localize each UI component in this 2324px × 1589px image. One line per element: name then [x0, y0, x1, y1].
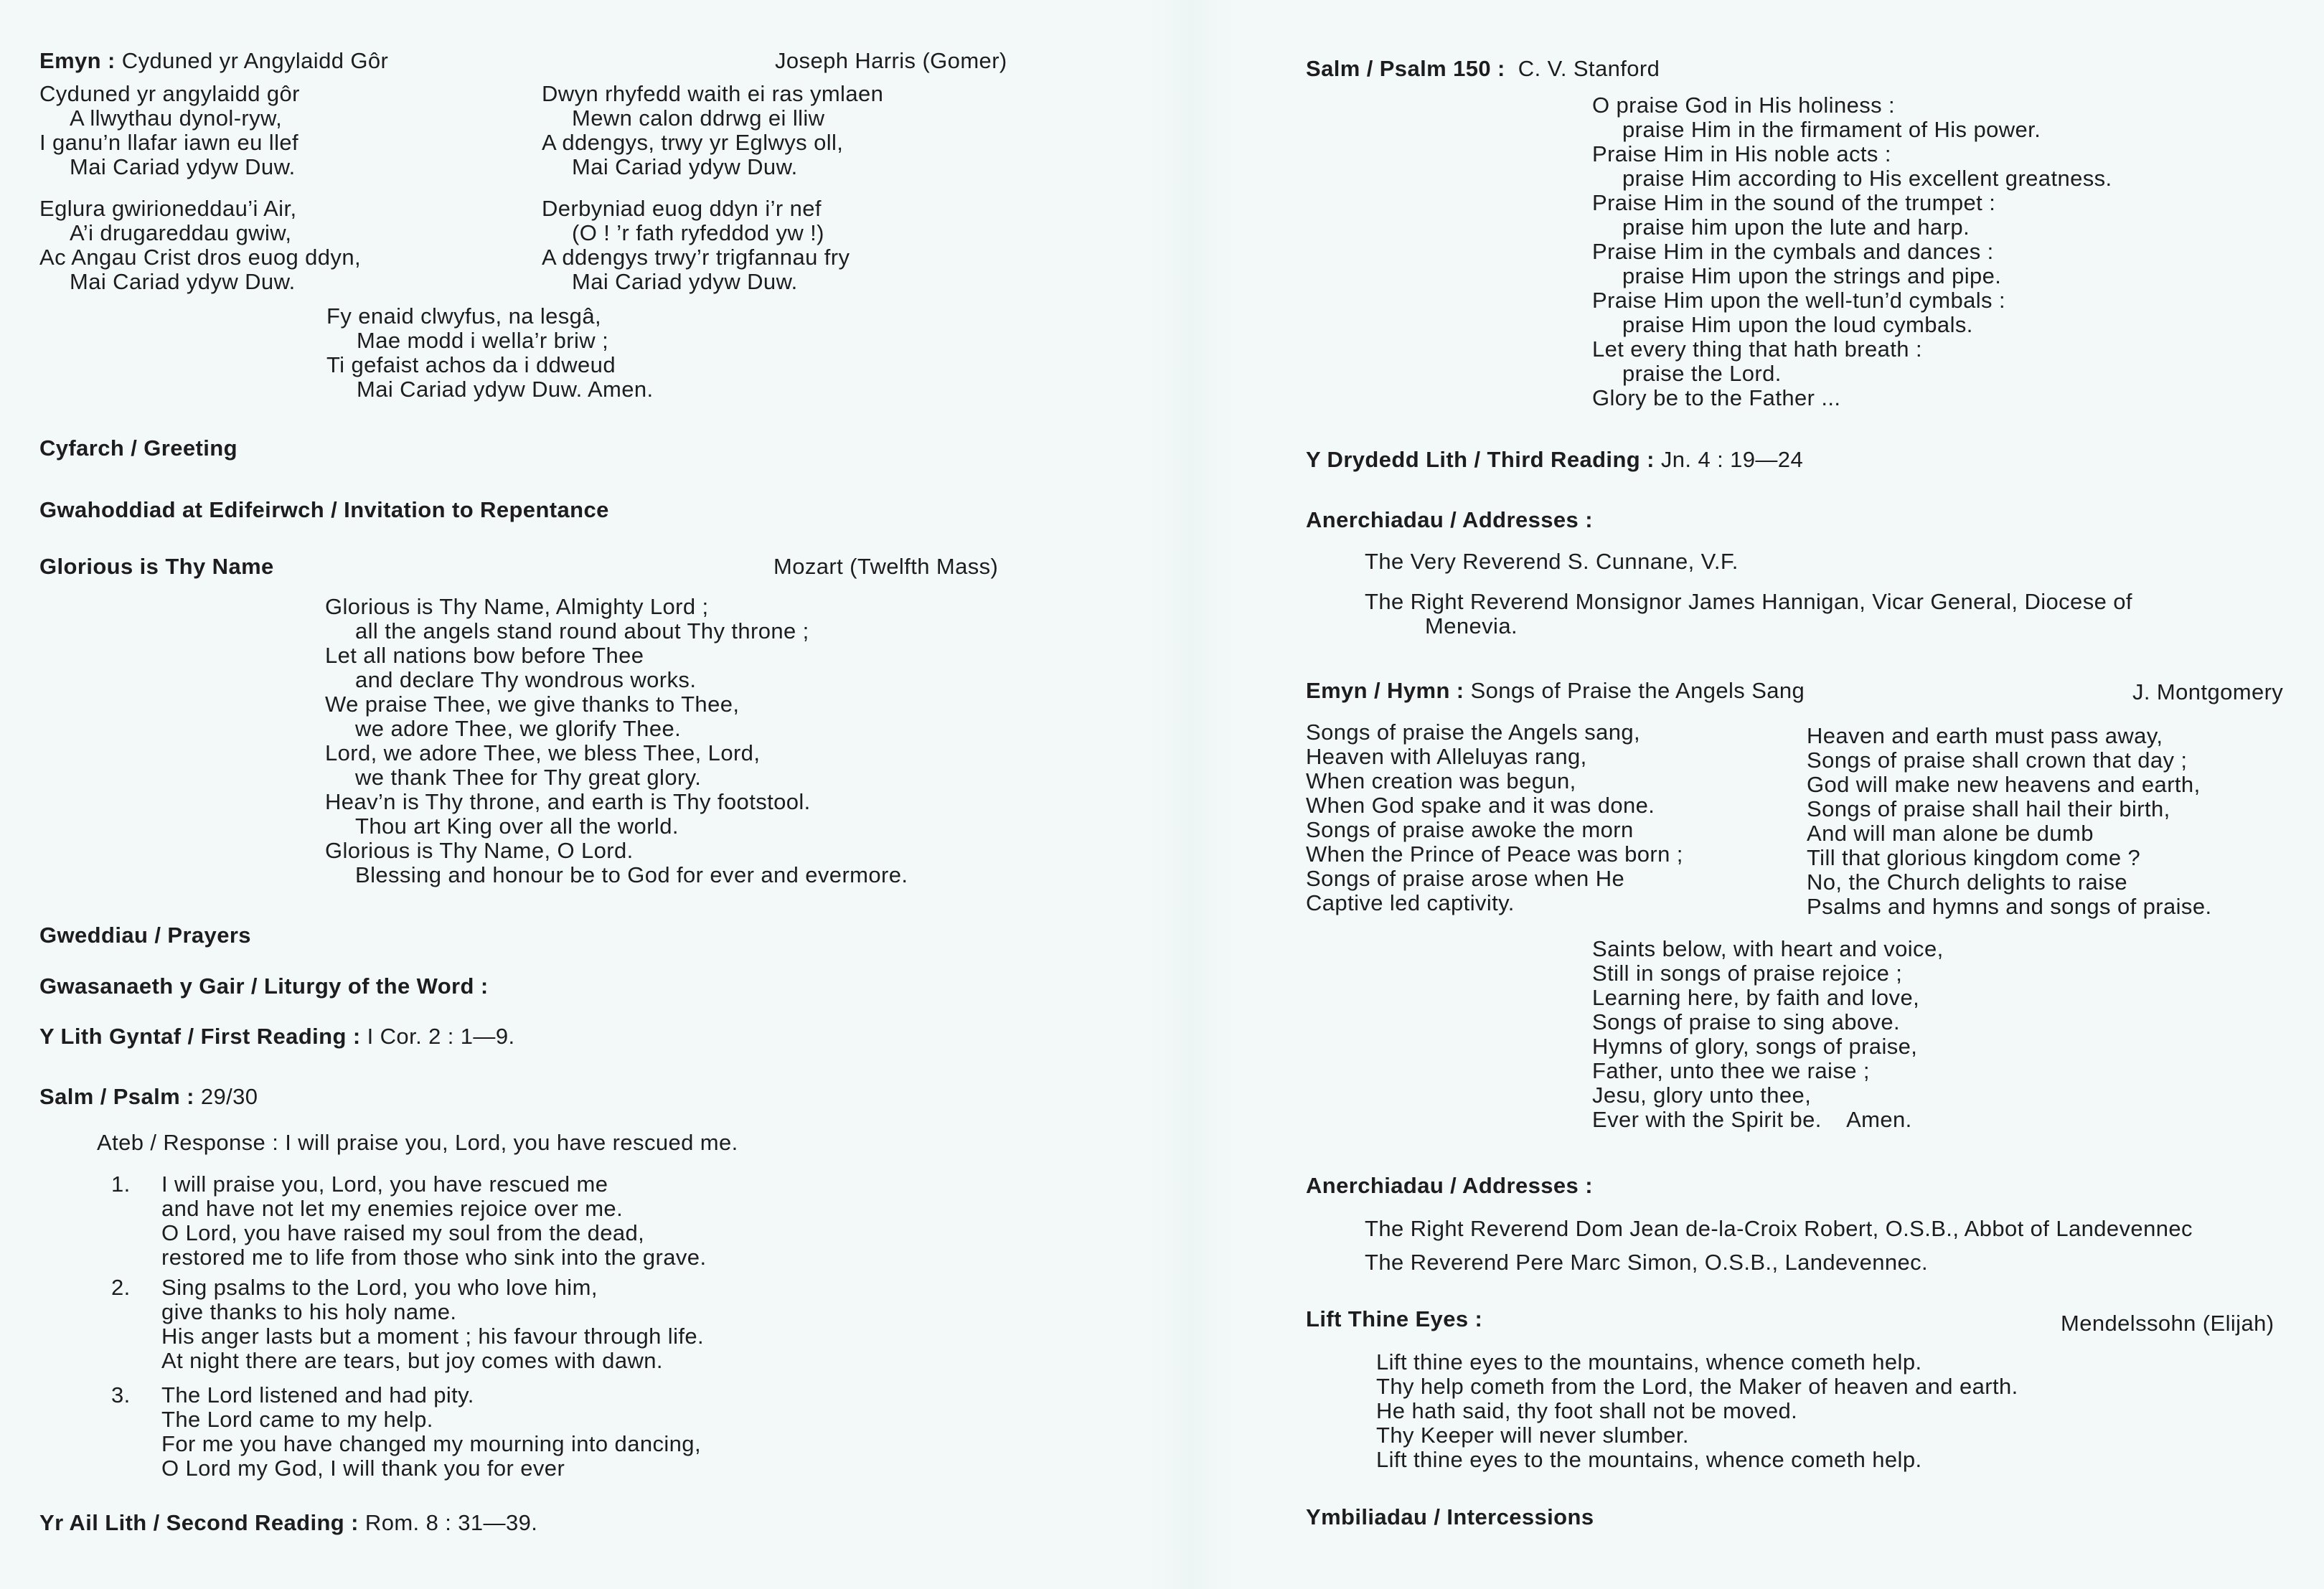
hymn1-verse3: [326, 304, 654, 402]
hymn1-label: Emyn :: [39, 48, 116, 73]
addresses1-heading: Anerchiadau / Addresses :: [1306, 507, 1593, 532]
second-reading-label: Yr Ail Lith / Second Reading :: [39, 1510, 359, 1535]
text-line: praise Him upon the strings and pipe.: [1622, 263, 2002, 288]
greeting-heading: Cyfarch / Greeting: [39, 435, 237, 461]
verse-line: And will man alone be dumb: [1807, 821, 2094, 846]
text-line: I will praise you, Lord, you have rescued me: [161, 1171, 608, 1197]
text-line: praise him upon the lute and harp.: [1622, 214, 1970, 240]
hymn2-heading: [1306, 679, 1805, 703]
psalm-stanza-3: [161, 1383, 701, 1481]
third-reading-label: Y Drydedd Lith / Third Reading :: [1306, 447, 1655, 472]
psalm-stanza-2: [161, 1276, 704, 1373]
text-line: His anger lasts but a moment ; his favour through life.: [161, 1324, 705, 1349]
intercessions-heading: Ymbiliadau / Intercessions: [1306, 1504, 1594, 1529]
third-reading: [1306, 448, 1803, 472]
text-line: O praise God in His holiness :: [1592, 93, 1896, 118]
verse-line: Hymns of glory, songs of praise,: [1592, 1034, 1918, 1059]
verse-line: Mai Cariad ydyw Duw.: [70, 154, 296, 179]
verse-line: When creation was begun,: [1306, 768, 1576, 793]
psalm150-label: Salm / Psalm 150 :: [1306, 56, 1505, 81]
psalm150-heading: [1306, 57, 1660, 81]
text-line: The Right Reverend Monsignor James Hannigan, Vicar General, Diocese of: [1365, 589, 2132, 614]
verse-line: Psalms and hymns and songs of praise.: [1807, 894, 2212, 919]
hymn2-title: Songs of Praise the Angels Sang: [1470, 678, 1805, 703]
liturgy-heading: Gwasanaeth y Gair / Liturgy of the Word :: [39, 973, 489, 999]
verse-line: Still in songs of praise rejoice ;: [1592, 961, 1903, 986]
text-line: O Lord my God, I will thank you for ever: [161, 1456, 565, 1481]
verse-line: Ac Angau Crist dros euog ddyn,: [39, 245, 361, 270]
text-line: Praise Him upon the well-tun’d cymbals :: [1592, 288, 2005, 313]
hymn1-title: Cyduned yr Angylaidd Gôr: [121, 48, 389, 73]
text-line: Glory be to the Father ...: [1592, 385, 1841, 410]
verse-line: Mai Cariad ydyw Duw. Amen.: [357, 377, 654, 402]
verse-line: A’i drugareddau gwiw,: [70, 220, 292, 245]
verse-line: Fy enaid clwyfus, na lesgâ,: [326, 303, 601, 329]
hymn2-label: Emyn / Hymn :: [1306, 678, 1464, 703]
verse-line: I ganu’n llafar iawn eu llef: [39, 130, 299, 155]
text-line: Lift thine eyes to the mountains, whence cometh help.: [1376, 1447, 1922, 1472]
psalm-label: Salm / Psalm :: [39, 1084, 194, 1109]
verse-line: Captive led captivity.: [1306, 890, 1515, 915]
verse-line: When God spake and it was done.: [1306, 793, 1655, 818]
right-page: [1264, 0, 2324, 1589]
text-line: Menevia.: [1425, 613, 1518, 638]
hymn2-col2: [1807, 724, 2211, 919]
first-reading-ref: I Cor. 2 : 1—9.: [367, 1024, 515, 1049]
stanza-number: 1.: [111, 1171, 131, 1197]
prayers-heading: Gweddiau / Prayers: [39, 923, 251, 948]
stanza-number: 3.: [111, 1382, 131, 1408]
text-line: The Lord came to my help.: [161, 1407, 433, 1432]
psalm150-text: [1592, 93, 2112, 410]
verse-line: (O ! ’r fath ryfeddod yw !): [572, 220, 824, 245]
second-reading: [39, 1511, 537, 1535]
hymn2-col1: [1306, 720, 1683, 915]
glorious-text: [325, 595, 908, 887]
first-reading-label: Y Lith Gyntaf / First Reading :: [39, 1024, 361, 1049]
third-reading-ref: Jn. 4 : 19—24: [1660, 447, 1804, 472]
text-line: Thy help cometh from the Lord, the Maker of heaven and earth.: [1376, 1374, 2018, 1399]
verse-line: Mai Cariad ydyw Duw.: [70, 269, 296, 294]
addresses1-line2: [1365, 590, 2132, 638]
verse-line: Jesu, glory unto thee,: [1592, 1083, 1812, 1108]
verse-line: Father, unto thee we raise ;: [1592, 1058, 1870, 1083]
text-line: Let every thing that hath breath :: [1592, 336, 1922, 362]
psalm-response: Ateb / Response : I will praise you, Lord, you have rescued me.: [97, 1130, 738, 1155]
verse-line: Heaven with Alleluyas rang,: [1306, 744, 1587, 769]
verse-line: Dwyn rhyfedd waith ei ras ymlaen: [542, 81, 884, 106]
page-spine: [1148, 0, 1234, 1589]
verse-line: Ti gefaist achos da i ddweud: [326, 352, 616, 377]
verse-line: Eglura gwirioneddau’i Air,: [39, 196, 297, 221]
text-line: The Lord listened and had pity.: [161, 1382, 474, 1408]
first-reading: [39, 1024, 514, 1049]
text-line: Glorious is Thy Name, O Lord.: [325, 838, 634, 863]
text-line: praise Him according to His excellent greatness.: [1622, 166, 2112, 191]
verse-line: Saints below, with heart and voice,: [1592, 936, 1944, 961]
repentance-heading: Gwahoddiad at Edifeirwch / Invitation to Repentance: [39, 497, 609, 522]
verse-line: Songs of praise arose when He: [1306, 866, 1625, 891]
text-line: we thank Thee for Thy great glory.: [355, 765, 702, 790]
verse-line: Songs of praise shall crown that day ;: [1807, 748, 2188, 773]
text-line: Thy Keeper will never slumber.: [1376, 1423, 1689, 1448]
lift-title: Lift Thine Eyes :: [1306, 1306, 1483, 1331]
text-line: Heav’n is Thy throne, and earth is Thy footstool.: [325, 789, 811, 814]
verse-line: Songs of praise the Angels sang,: [1306, 720, 1641, 745]
verse-line: Mai Cariad ydyw Duw.: [572, 269, 798, 294]
psalm-ref: 29/30: [200, 1084, 258, 1109]
text-line: all the angels stand round about Thy throne ;: [355, 618, 809, 643]
psalm-heading: [39, 1085, 258, 1109]
hymn1-heading: [39, 49, 388, 73]
verse-line: God will make new heavens and earth,: [1807, 772, 2201, 797]
hymn1-verse2-col2: [542, 197, 850, 294]
text-line: praise the Lord.: [1622, 361, 1782, 386]
verse-line: Ever with the Spirit be. Amen.: [1592, 1107, 1912, 1132]
verse-line: Songs of praise shall hail their birth,: [1807, 796, 2170, 821]
hymn2-composer: J. Montgomery: [2132, 679, 2284, 704]
verse-line: When the Prince of Peace was born ;: [1306, 841, 1683, 867]
verse-line: Derbyniad euog ddyn i’r nef: [542, 196, 822, 221]
text-line: praise Him upon the loud cymbals.: [1622, 312, 1973, 337]
hymn1-verse2-col1: [39, 197, 361, 294]
text-line: and declare Thy wondrous works.: [355, 667, 697, 692]
text-line: Lord, we adore Thee, we bless Thee, Lord,: [325, 740, 761, 765]
glorious-composer: Mozart (Twelfth Mass): [773, 554, 999, 579]
lift-composer: Mendelssohn (Elijah): [2061, 1311, 2274, 1336]
verse-line: A ddengys, trwy yr Eglwys oll,: [542, 130, 844, 155]
addresses2-line1: The Right Reverend Dom Jean de-la-Croix Robert, O.S.B., Abbot of Landevennec: [1365, 1216, 2193, 1241]
text-line: O Lord, you have raised my soul from the dead,: [161, 1220, 645, 1245]
text-line: Praise Him in the sound of the trumpet :: [1592, 190, 1996, 215]
hymn2-verse3: [1592, 937, 1944, 1132]
text-line: At night there are tears, but joy comes with dawn.: [161, 1348, 663, 1373]
verse-line: Learning here, by faith and love,: [1592, 985, 1920, 1010]
text-line: For me you have changed my mourning into dancing,: [161, 1431, 701, 1456]
addresses2-line2: The Reverend Pere Marc Simon, O.S.B., Landevennec.: [1365, 1250, 1929, 1275]
verse-line: Songs of praise to sing above.: [1592, 1009, 1901, 1034]
text-line: Lift thine eyes to the mountains, whence cometh help.: [1376, 1349, 1922, 1375]
left-page: [0, 0, 1119, 1589]
verse-line: Till that glorious kingdom come ?: [1807, 845, 2141, 870]
text-line: praise Him in the firmament of His power.: [1622, 117, 2041, 142]
verse-line: Cyduned yr angylaidd gôr: [39, 81, 300, 106]
text-line: Blessing and honour be to God for ever and evermore.: [355, 862, 908, 887]
addresses2-heading: Anerchiadau / Addresses :: [1306, 1173, 1593, 1198]
text-line: Praise Him in His noble acts :: [1592, 141, 1891, 166]
text-line: we adore Thee, we glorify Thee.: [355, 716, 682, 741]
glorious-title: Glorious is Thy Name: [39, 554, 274, 579]
verse-line: Heaven and earth must pass away,: [1807, 723, 2163, 748]
verse-line: No, the Church delights to raise: [1807, 869, 2128, 895]
psalm150-composer: C. V. Stanford: [1518, 56, 1660, 81]
text-line: We praise Thee, we give thanks to Thee,: [325, 692, 740, 717]
stanza-number: 2.: [111, 1275, 131, 1300]
psalm-stanza-1: [161, 1172, 706, 1270]
addresses1-line1: The Very Reverend S. Cunnane, V.F.: [1365, 549, 1739, 574]
hymn1-composer: Joseph Harris (Gomer): [775, 48, 1007, 73]
lift-text: [1376, 1350, 2018, 1472]
verse-line: Songs of praise awoke the morn: [1306, 817, 1634, 842]
text-line: He hath said, thy foot shall not be moved.: [1376, 1398, 1798, 1423]
text-line: and have not let my enemies rejoice over me.: [161, 1196, 624, 1221]
text-line: Thou art King over all the world.: [355, 814, 679, 839]
verse-line: Mewn calon ddrwg ei lliw: [572, 105, 825, 131]
verse-line: A ddengys trwy’r trigfannau fry: [542, 245, 850, 270]
text-line: Glorious is Thy Name, Almighty Lord ;: [325, 594, 709, 619]
hymn1-verse1-col2: [542, 82, 883, 179]
verse-line: Mai Cariad ydyw Duw.: [572, 154, 798, 179]
text-line: Praise Him in the cymbals and dances :: [1592, 239, 1994, 264]
text-line: Sing psalms to the Lord, you who love him,: [161, 1275, 598, 1300]
second-reading-ref: Rom. 8 : 31—39.: [364, 1510, 538, 1535]
text-line: restored me to life from those who sink into the grave.: [161, 1245, 707, 1270]
verse-line: A llwythau dynol-ryw,: [70, 105, 283, 131]
verse-line: Mae modd i wella’r briw ;: [357, 328, 609, 353]
text-line: Let all nations bow before Thee: [325, 643, 644, 668]
hymn1-verse1-col1: [39, 82, 300, 179]
text-line: give thanks to his holy name.: [161, 1299, 457, 1324]
